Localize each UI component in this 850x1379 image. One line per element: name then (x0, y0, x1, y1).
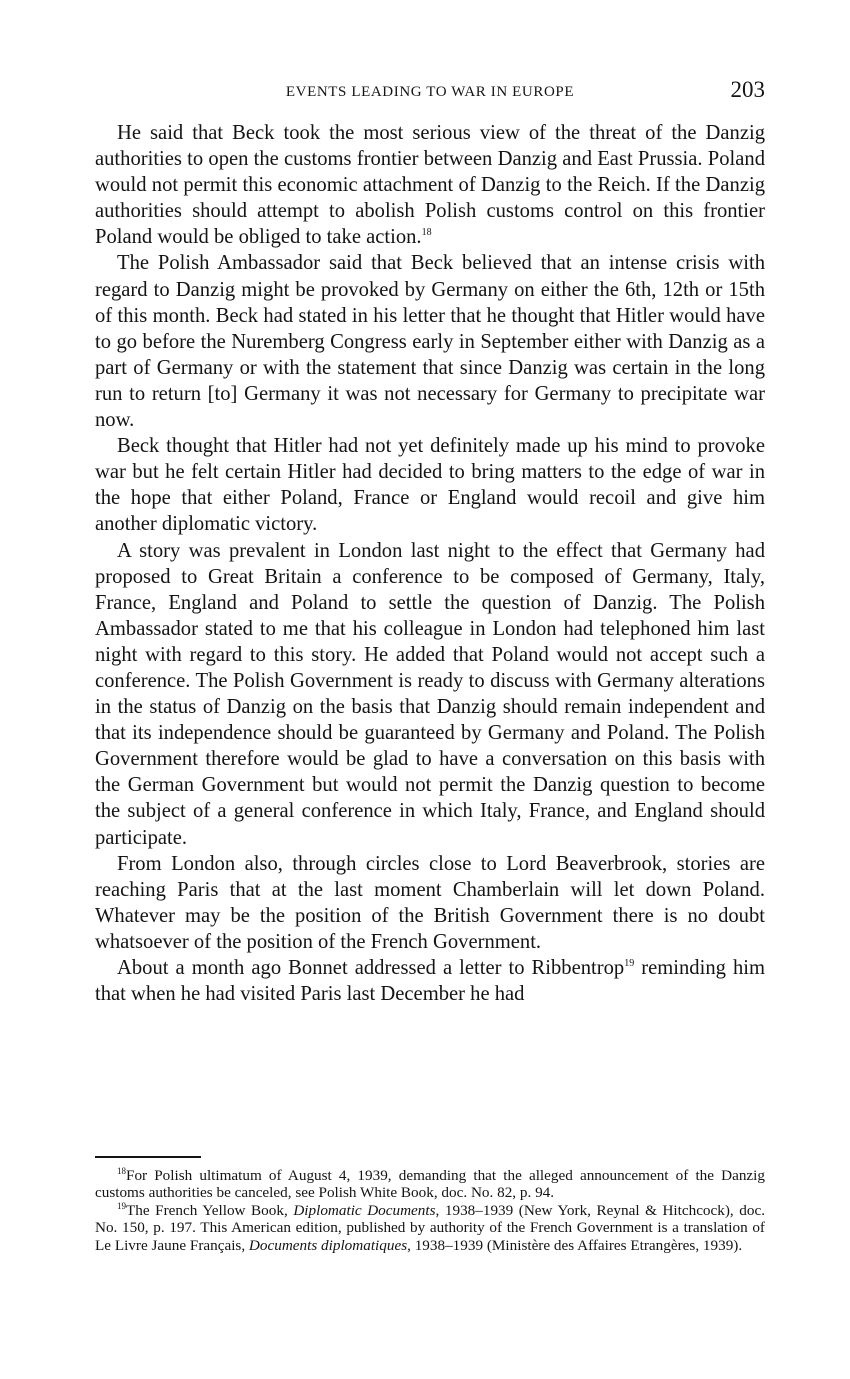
running-head (95, 76, 765, 108)
paragraph-text: The Polish Ambassador said that Beck believed that an intense crisis with regard to Danzig might be provoked by Germany on either the 6th, 12th or 15th of this month. Beck had stated in his letter that he thought that Hitler would have to go before the Nuremberg Congress early in September either with Danzig as a part of Germany or with the statement that since Danzig was certain in the long run to return [to] Germany it was not necessary for Germany to precipitate war now. (95, 252, 765, 432)
footnote (95, 1202, 765, 1254)
footnote-text: , 1938–1939 (Ministère des Affaires Etrangères, 1939). (407, 1236, 743, 1254)
body-text (95, 120, 765, 1007)
paragraph-text: A story was prevalent in London last night to the effect that Germany had proposed to Great Britain a conference to be composed of Germany, Italy, France, England and Poland to settle the question of Danzig. The Polish Ambassador stated to me that his colleague in London had telephoned him last night with regard to this story. He added that Poland would not accept such a conference. The Polish Government is ready to discuss with Germany alterations in the status of Danzig on the basis that Danzig should remain independent and that its independence should be guaranteed by Germany and Poland. The Polish Government therefore would be glad to have a conversation on this basis with the German Government but would not permit the Danzig question to become the subject of a general conference in which Italy, France, and England should participate. (95, 539, 765, 849)
paragraph-text-continued: reminding him that when he had visited Paris last December he had (95, 957, 765, 1006)
page-number: 203 (730, 77, 765, 102)
paragraph (95, 538, 765, 851)
footnote-reference: 18 (421, 227, 432, 239)
paragraph (95, 851, 765, 955)
footnote-italic-title: Documents diplomatiques (248, 1236, 408, 1254)
footnote-mark: 18 (117, 1165, 126, 1176)
paragraph (95, 433, 765, 537)
paragraph-text: Beck thought that Hitler had not yet definitely made up his mind to provoke war but he felt certain Hitler had decided to bring matters to the edge of war in the hope that either Poland, France or England would recoil and give him another diplomatic victory. (95, 435, 765, 536)
footnote-text: , 1938–1939 (New York, Reynal & Hitchcock), doc. No. 150, p. 197. This American edition, published by authority of the French Government is a translation of Le Livre Jaune Français, (95, 1201, 765, 1254)
footnote-divider (95, 1156, 201, 1158)
paragraph-text: He said that Beck took the most serious view of the threat of the Danzig authorities to open the customs frontier between Danzig and East Prussia. Poland would not permit this economic attachment of Danzig to the Reich. If the Danzig authorities should attempt to abolish Polish customs control on this frontier Poland would be obliged to take action. (95, 122, 765, 249)
paragraph (95, 955, 765, 1007)
paragraph (95, 120, 765, 250)
paragraph (95, 250, 765, 433)
paragraph-text: About a month ago Bonnet addressed a letter to Ribbentrop (117, 957, 625, 979)
footnote-text: The French Yellow Book, (126, 1201, 294, 1219)
footnote-text: For Polish ultimatum of August 4, 1939, demanding that the alleged announcement of the Danzig customs authorities be canceled, see Polish White Book, doc. No. 82, p. 94. (95, 1167, 765, 1202)
footnote-reference: 19 (624, 958, 635, 970)
footnote (95, 1167, 765, 1202)
footnote-italic-title: Diplomatic Documents (293, 1201, 436, 1219)
footnotes (95, 1167, 765, 1254)
footnote-mark: 19 (117, 1200, 126, 1211)
running-title: EVENTS LEADING TO WAR IN EUROPE (285, 84, 575, 100)
paragraph-text: From London also, through circles close to Lord Beaverbrook, stories are reaching Paris that at the last moment Chamberlain will let down Poland. Whatever may be the position of the British Government there is no doubt whatsoever of the position of the French Government. (95, 852, 765, 953)
